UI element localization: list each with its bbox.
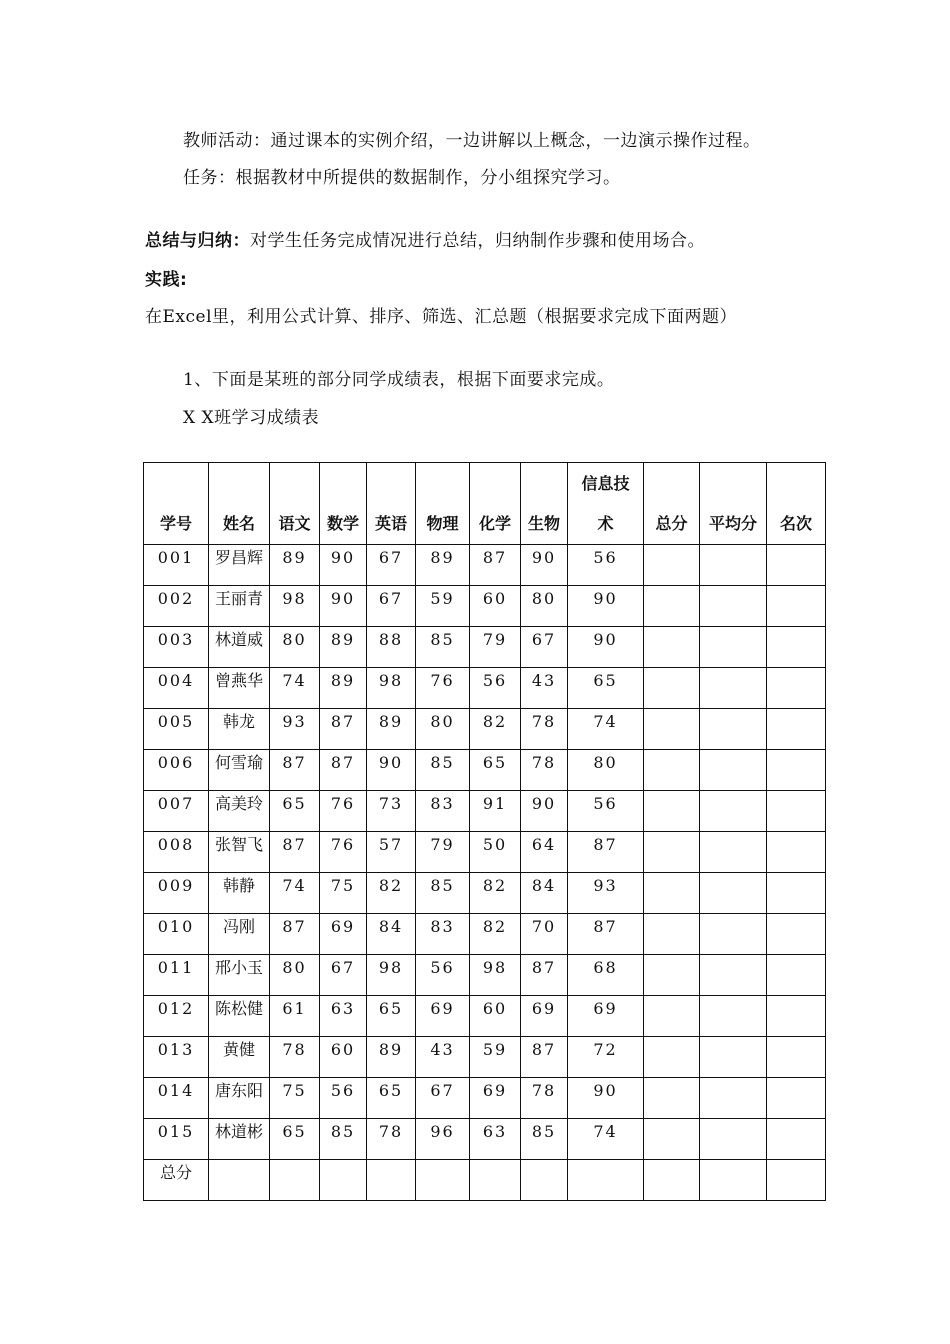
cell-biology: 78: [521, 750, 568, 791]
cell-biology: 90: [521, 791, 568, 832]
cell-math: 60: [320, 1037, 367, 1078]
cell-total-empty: [644, 1119, 700, 1160]
cell-total-empty: [644, 914, 700, 955]
cell-english: 89: [367, 1037, 416, 1078]
cell-total-empty: [644, 586, 700, 627]
cell-english: 67: [367, 545, 416, 586]
cell-average-empty: [700, 791, 767, 832]
cell-it: 87: [568, 914, 644, 955]
cell-total-empty: [644, 750, 700, 791]
cell-chinese: 98: [270, 586, 320, 627]
cell-chinese: 89: [270, 545, 320, 586]
cell-chinese: 78: [270, 1037, 320, 1078]
header-english: 英语: [367, 463, 416, 545]
total-row-empty-cell: [644, 1160, 700, 1201]
cell-total-empty: [644, 873, 700, 914]
cell-name: 曾燕华: [209, 668, 270, 709]
cell-rank-empty: [767, 996, 826, 1037]
cell-math: 76: [320, 832, 367, 873]
cell-chemistry: 82: [470, 873, 521, 914]
total-row-empty-cell: [320, 1160, 367, 1201]
cell-chemistry: 91: [470, 791, 521, 832]
table-row: [144, 1078, 826, 1119]
cell-total-empty: [644, 545, 700, 586]
cell-biology: 90: [521, 545, 568, 586]
cell-rank-empty: [767, 709, 826, 750]
header-math: 数学: [320, 463, 367, 545]
cell-total-empty: [644, 668, 700, 709]
cell-math: 89: [320, 627, 367, 668]
total-row-empty-cell: [367, 1160, 416, 1201]
cell-english: 84: [367, 914, 416, 955]
cell-english: 67: [367, 586, 416, 627]
cell-chinese: 80: [270, 627, 320, 668]
cell-total-empty: [644, 1037, 700, 1078]
cell-english: 89: [367, 709, 416, 750]
total-row-empty-cell: [270, 1160, 320, 1201]
cell-chemistry: 79: [470, 627, 521, 668]
cell-chemistry: 82: [470, 709, 521, 750]
cell-rank-empty: [767, 1037, 826, 1078]
cell-physics: 59: [416, 586, 470, 627]
cell-chemistry: 56: [470, 668, 521, 709]
cell-name: 邢小玉: [209, 955, 270, 996]
cell-average-empty: [700, 996, 767, 1037]
cell-chinese: 87: [270, 914, 320, 955]
cell-chinese: 93: [270, 709, 320, 750]
cell-physics: 89: [416, 545, 470, 586]
grades-table: [143, 462, 826, 1201]
total-row-empty-cell: [568, 1160, 644, 1201]
cell-biology: 78: [521, 1078, 568, 1119]
cell-chemistry: 82: [470, 914, 521, 955]
cell-physics: 79: [416, 832, 470, 873]
cell-chemistry: 60: [470, 586, 521, 627]
cell-it: 87: [568, 832, 644, 873]
cell-average-empty: [700, 1037, 767, 1078]
cell-average-empty: [700, 914, 767, 955]
summary-text: 对学生任务完成情况进行总结，归纳制作步骤和使用场合。: [250, 231, 705, 251]
cell-biology: 78: [521, 709, 568, 750]
header-it: [568, 463, 644, 545]
table-row: [144, 750, 826, 791]
cell-chemistry: 98: [470, 955, 521, 996]
cell-biology: 43: [521, 668, 568, 709]
cell-rank-empty: [767, 545, 826, 586]
cell-math: 76: [320, 791, 367, 832]
cell-english: 65: [367, 996, 416, 1037]
cell-id: 004: [144, 668, 209, 709]
cell-biology: 84: [521, 873, 568, 914]
cell-physics: 85: [416, 627, 470, 668]
cell-physics: 69: [416, 996, 470, 1037]
cell-chemistry: 87: [470, 545, 521, 586]
cell-id: 012: [144, 996, 209, 1037]
cell-chinese: 61: [270, 996, 320, 1037]
cell-name: 何雪瑜: [209, 750, 270, 791]
cell-physics: 83: [416, 914, 470, 955]
cell-name: 林道威: [209, 627, 270, 668]
cell-english: 90: [367, 750, 416, 791]
cell-it: 68: [568, 955, 644, 996]
cell-average-empty: [700, 750, 767, 791]
cell-id: 003: [144, 627, 209, 668]
cell-average-empty: [700, 709, 767, 750]
question-text: 1、下面是某班的部分同学成绩表，根据下面要求完成。: [183, 370, 615, 390]
cell-id: 009: [144, 873, 209, 914]
cell-chinese: 74: [270, 873, 320, 914]
cell-it: 72: [568, 1037, 644, 1078]
header-it-line1: 信息技: [581, 474, 630, 493]
header-physics: 物理: [416, 463, 470, 545]
cell-math: 87: [320, 750, 367, 791]
cell-english: 78: [367, 1119, 416, 1160]
cell-rank-empty: [767, 955, 826, 996]
cell-physics: 43: [416, 1037, 470, 1078]
table-row: [144, 996, 826, 1037]
cell-total-empty: [644, 627, 700, 668]
cell-rank-empty: [767, 832, 826, 873]
header-name: 姓名: [209, 463, 270, 545]
cell-it: 90: [568, 586, 644, 627]
cell-biology: 64: [521, 832, 568, 873]
cell-name: 冯刚: [209, 914, 270, 955]
cell-chinese: 87: [270, 750, 320, 791]
cell-biology: 70: [521, 914, 568, 955]
practice-label: 实践:: [145, 270, 188, 290]
table-row: [144, 586, 826, 627]
cell-name: 张智飞: [209, 832, 270, 873]
cell-chemistry: 60: [470, 996, 521, 1037]
cell-name: 韩龙: [209, 709, 270, 750]
cell-chemistry: 50: [470, 832, 521, 873]
cell-it: 90: [568, 627, 644, 668]
cell-id: 011: [144, 955, 209, 996]
cell-chinese: 87: [270, 832, 320, 873]
header-chemistry: 化学: [470, 463, 521, 545]
table-title: X X班学习成绩表: [183, 408, 320, 428]
cell-chinese: 80: [270, 955, 320, 996]
table-row: [144, 832, 826, 873]
cell-rank-empty: [767, 914, 826, 955]
cell-total-empty: [644, 791, 700, 832]
cell-chinese: 74: [270, 668, 320, 709]
table-row: [144, 955, 826, 996]
cell-average-empty: [700, 545, 767, 586]
cell-name: 韩静: [209, 873, 270, 914]
cell-it: 56: [568, 791, 644, 832]
table-row: [144, 791, 826, 832]
total-row-empty-cell: [767, 1160, 826, 1201]
cell-name: 陈松健: [209, 996, 270, 1037]
cell-physics: 80: [416, 709, 470, 750]
cell-physics: 85: [416, 873, 470, 914]
cell-rank-empty: [767, 586, 826, 627]
cell-total-empty: [644, 832, 700, 873]
header-biology: 生物: [521, 463, 568, 545]
cell-physics: 67: [416, 1078, 470, 1119]
table-row: [144, 709, 826, 750]
cell-total-empty: [644, 1078, 700, 1119]
total-row-label: 总分: [144, 1160, 209, 1201]
cell-english: 98: [367, 668, 416, 709]
cell-chemistry: 69: [470, 1078, 521, 1119]
cell-name: 王丽青: [209, 586, 270, 627]
task-text: 任务：根据教材中所提供的数据制作，分小组探究学习。: [183, 168, 621, 188]
cell-id: 015: [144, 1119, 209, 1160]
cell-name: 罗昌辉: [209, 545, 270, 586]
header-average: 平均分: [700, 463, 767, 545]
summary-paragraph: [145, 226, 705, 251]
cell-english: 65: [367, 1078, 416, 1119]
cell-math: 63: [320, 996, 367, 1037]
cell-id: 013: [144, 1037, 209, 1078]
cell-total-empty: [644, 955, 700, 996]
header-it-line2: 术: [597, 514, 614, 533]
cell-biology: 85: [521, 1119, 568, 1160]
cell-it: 90: [568, 1078, 644, 1119]
cell-rank-empty: [767, 668, 826, 709]
cell-physics: 96: [416, 1119, 470, 1160]
cell-id: 007: [144, 791, 209, 832]
cell-id: 006: [144, 750, 209, 791]
cell-math: 75: [320, 873, 367, 914]
cell-rank-empty: [767, 873, 826, 914]
cell-biology: 87: [521, 955, 568, 996]
cell-biology: 67: [521, 627, 568, 668]
cell-id: 010: [144, 914, 209, 955]
cell-it: 65: [568, 668, 644, 709]
cell-math: 90: [320, 545, 367, 586]
cell-total-empty: [644, 996, 700, 1037]
cell-chinese: 75: [270, 1078, 320, 1119]
cell-rank-empty: [767, 1119, 826, 1160]
table-row: [144, 668, 826, 709]
cell-id: 002: [144, 586, 209, 627]
cell-physics: 85: [416, 750, 470, 791]
cell-chemistry: 59: [470, 1037, 521, 1078]
cell-average-empty: [700, 832, 767, 873]
cell-rank-empty: [767, 1078, 826, 1119]
cell-it: 56: [568, 545, 644, 586]
cell-math: 90: [320, 586, 367, 627]
cell-english: 88: [367, 627, 416, 668]
summary-label: 总结与归纳：: [145, 231, 250, 251]
total-row-empty-cell: [416, 1160, 470, 1201]
cell-biology: 80: [521, 586, 568, 627]
table-row: [144, 1037, 826, 1078]
cell-id: 001: [144, 545, 209, 586]
teacher-activity-text: 教师活动：通过课本的实例介绍，一边讲解以上概念，一边演示操作过程。: [183, 131, 761, 151]
cell-id: 008: [144, 832, 209, 873]
practice-text: 在Excel里，利用公式计算、排序、筛选、汇总题（根据要求完成下面两题）: [145, 307, 738, 327]
cell-math: 87: [320, 709, 367, 750]
total-row-empty-cell: [470, 1160, 521, 1201]
cell-english: 82: [367, 873, 416, 914]
table-row: [144, 1119, 826, 1160]
cell-average-empty: [700, 668, 767, 709]
cell-english: 57: [367, 832, 416, 873]
cell-name: 黄健: [209, 1037, 270, 1078]
cell-chemistry: 65: [470, 750, 521, 791]
cell-math: 89: [320, 668, 367, 709]
header-id: 学号: [144, 463, 209, 545]
cell-rank-empty: [767, 791, 826, 832]
cell-physics: 56: [416, 955, 470, 996]
table-row: [144, 545, 826, 586]
cell-average-empty: [700, 955, 767, 996]
cell-english: 98: [367, 955, 416, 996]
cell-rank-empty: [767, 750, 826, 791]
cell-average-empty: [700, 1119, 767, 1160]
header-chinese: 语文: [270, 463, 320, 545]
header-total: 总分: [644, 463, 700, 545]
header-rank: 名次: [767, 463, 826, 545]
cell-math: 69: [320, 914, 367, 955]
cell-rank-empty: [767, 627, 826, 668]
cell-math: 56: [320, 1078, 367, 1119]
total-row-empty-cell: [700, 1160, 767, 1201]
cell-average-empty: [700, 586, 767, 627]
cell-name: 唐东阳: [209, 1078, 270, 1119]
cell-physics: 76: [416, 668, 470, 709]
cell-chinese: 65: [270, 1119, 320, 1160]
table-row: [144, 627, 826, 668]
cell-average-empty: [700, 1078, 767, 1119]
cell-biology: 69: [521, 996, 568, 1037]
cell-id: 005: [144, 709, 209, 750]
total-row-empty-cell: [209, 1160, 270, 1201]
cell-it: 69: [568, 996, 644, 1037]
cell-name: 林道彬: [209, 1119, 270, 1160]
table-row: [144, 873, 826, 914]
cell-chinese: 65: [270, 791, 320, 832]
cell-it: 80: [568, 750, 644, 791]
cell-physics: 83: [416, 791, 470, 832]
cell-chemistry: 63: [470, 1119, 521, 1160]
cell-id: 014: [144, 1078, 209, 1119]
cell-english: 73: [367, 791, 416, 832]
cell-name: 高美玲: [209, 791, 270, 832]
table-total-row: [144, 1160, 826, 1201]
total-row-empty-cell: [521, 1160, 568, 1201]
cell-math: 85: [320, 1119, 367, 1160]
cell-average-empty: [700, 627, 767, 668]
table-row: [144, 914, 826, 955]
cell-it: 74: [568, 709, 644, 750]
cell-average-empty: [700, 873, 767, 914]
cell-math: 67: [320, 955, 367, 996]
cell-biology: 87: [521, 1037, 568, 1078]
table-header-row: [144, 463, 826, 545]
cell-total-empty: [644, 709, 700, 750]
cell-it: 74: [568, 1119, 644, 1160]
cell-it: 93: [568, 873, 644, 914]
